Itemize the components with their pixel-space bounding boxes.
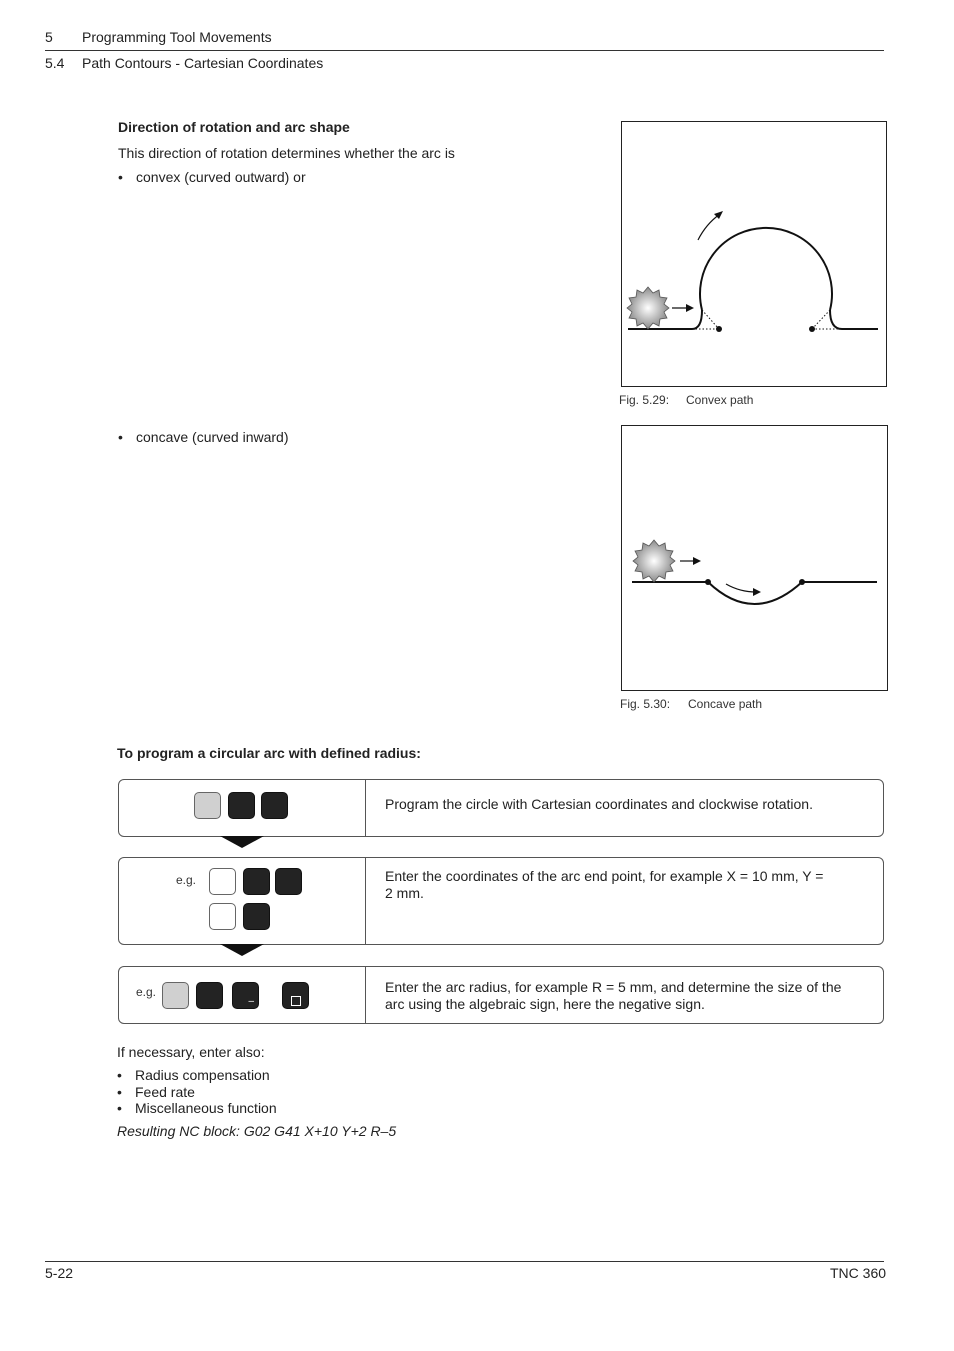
chapter-number: 5 bbox=[45, 29, 53, 45]
milling-cutter-icon bbox=[627, 287, 669, 329]
square-icon bbox=[291, 996, 301, 1006]
arc-end-point bbox=[809, 326, 815, 332]
step-divider bbox=[365, 858, 366, 944]
intro-heading: Direction of rotation and arc shape bbox=[118, 119, 350, 135]
key-dark[interactable] bbox=[261, 792, 288, 819]
dotted-left-diag bbox=[702, 310, 719, 329]
step-3-eg: e.g. bbox=[136, 985, 157, 999]
footer-rule bbox=[45, 1261, 884, 1262]
procedure-heading: To program a circular arc with defined radius: bbox=[117, 745, 421, 761]
key-minus[interactable] bbox=[232, 982, 259, 1009]
key-dark[interactable] bbox=[243, 903, 270, 930]
step-3-text: Enter the arc radius, for example R = 5 mm, and determine the size of the arc using the algebraic sign, here the negative sign. bbox=[385, 979, 842, 1012]
step-2-eg: e.g. bbox=[176, 873, 197, 887]
key-grey[interactable] bbox=[162, 982, 189, 1009]
key-dark[interactable] bbox=[196, 982, 223, 1009]
header-rule bbox=[45, 50, 884, 51]
step-2 bbox=[118, 857, 884, 945]
key-dark[interactable] bbox=[228, 792, 255, 819]
key-grey[interactable] bbox=[194, 792, 221, 819]
step-1 bbox=[118, 779, 884, 837]
section-title: Path Contours - Cartesian Coordinates bbox=[82, 55, 324, 71]
figure-convex-number: Fig. 5.29: bbox=[619, 393, 670, 407]
key-dark[interactable] bbox=[275, 868, 302, 895]
step-divider bbox=[365, 967, 366, 1023]
feed-arrowhead bbox=[686, 304, 694, 312]
bullet-dot: • bbox=[118, 169, 123, 185]
key-white[interactable] bbox=[209, 903, 236, 930]
extras-item-text: Feed rate bbox=[135, 1084, 195, 1100]
bullet-convex-text: convex (curved outward) or bbox=[136, 169, 306, 185]
step-arrow-icon bbox=[220, 944, 264, 956]
page-number: 5-22 bbox=[45, 1265, 74, 1281]
bullet-dot: • bbox=[118, 429, 123, 445]
figure-concave-title: Concave path bbox=[688, 697, 763, 711]
step-arrow-icon bbox=[220, 836, 264, 848]
figure-concave-number: Fig. 5.30: bbox=[620, 697, 671, 711]
bullet-dot: • bbox=[117, 1084, 122, 1100]
step-divider bbox=[365, 780, 366, 836]
bullet-dot: • bbox=[117, 1100, 122, 1116]
resulting-nc-block: Resulting NC block: G02 G41 X+10 Y+2 R–5 bbox=[117, 1123, 397, 1139]
arc-start-point bbox=[716, 326, 722, 332]
intro-sentence: This direction of rotation determines whether the arc is bbox=[118, 145, 455, 161]
rotation-arrowhead bbox=[753, 588, 761, 596]
bullet-concave-text: concave (curved inward) bbox=[136, 429, 289, 445]
figure-concave bbox=[621, 425, 888, 691]
bullet-dot: • bbox=[117, 1067, 122, 1083]
product-name: TNC 360 bbox=[830, 1265, 887, 1281]
fillet-left bbox=[692, 310, 702, 329]
step-2-text: Enter the coordinates of the arc end point, for example X = 10 mm, Y = 2 mm. bbox=[385, 868, 824, 901]
dotted-right-diag bbox=[812, 310, 830, 329]
extras-item-text: Radius compensation bbox=[135, 1067, 270, 1083]
concave-path-drawing bbox=[622, 426, 887, 690]
key-white[interactable] bbox=[209, 868, 236, 895]
key-dark[interactable] bbox=[243, 868, 270, 895]
step-1-text: Program the circle with Cartesian coordinates and clockwise rotation. bbox=[385, 796, 813, 812]
key-ent[interactable] bbox=[282, 982, 309, 1009]
convex-arc bbox=[700, 228, 832, 310]
convex-path-drawing bbox=[622, 122, 886, 386]
figure-convex-title: Convex path bbox=[686, 393, 754, 407]
feed-arrowhead bbox=[693, 557, 701, 565]
chapter-title: Programming Tool Movements bbox=[82, 29, 272, 45]
milling-cutter-icon bbox=[633, 540, 675, 582]
extras-item-text: Miscellaneous function bbox=[135, 1100, 277, 1116]
fillet-right bbox=[830, 310, 842, 329]
rotation-arrow bbox=[698, 214, 720, 240]
step-3 bbox=[118, 966, 884, 1024]
minus-sign: – bbox=[248, 996, 254, 1007]
section-number: 5.4 bbox=[45, 55, 65, 71]
figure-convex bbox=[621, 121, 887, 387]
arc-end-point bbox=[799, 579, 805, 585]
extras-lead: If necessary, enter also: bbox=[117, 1044, 265, 1060]
arc-start-point bbox=[705, 579, 711, 585]
rotation-arrow bbox=[726, 584, 756, 592]
